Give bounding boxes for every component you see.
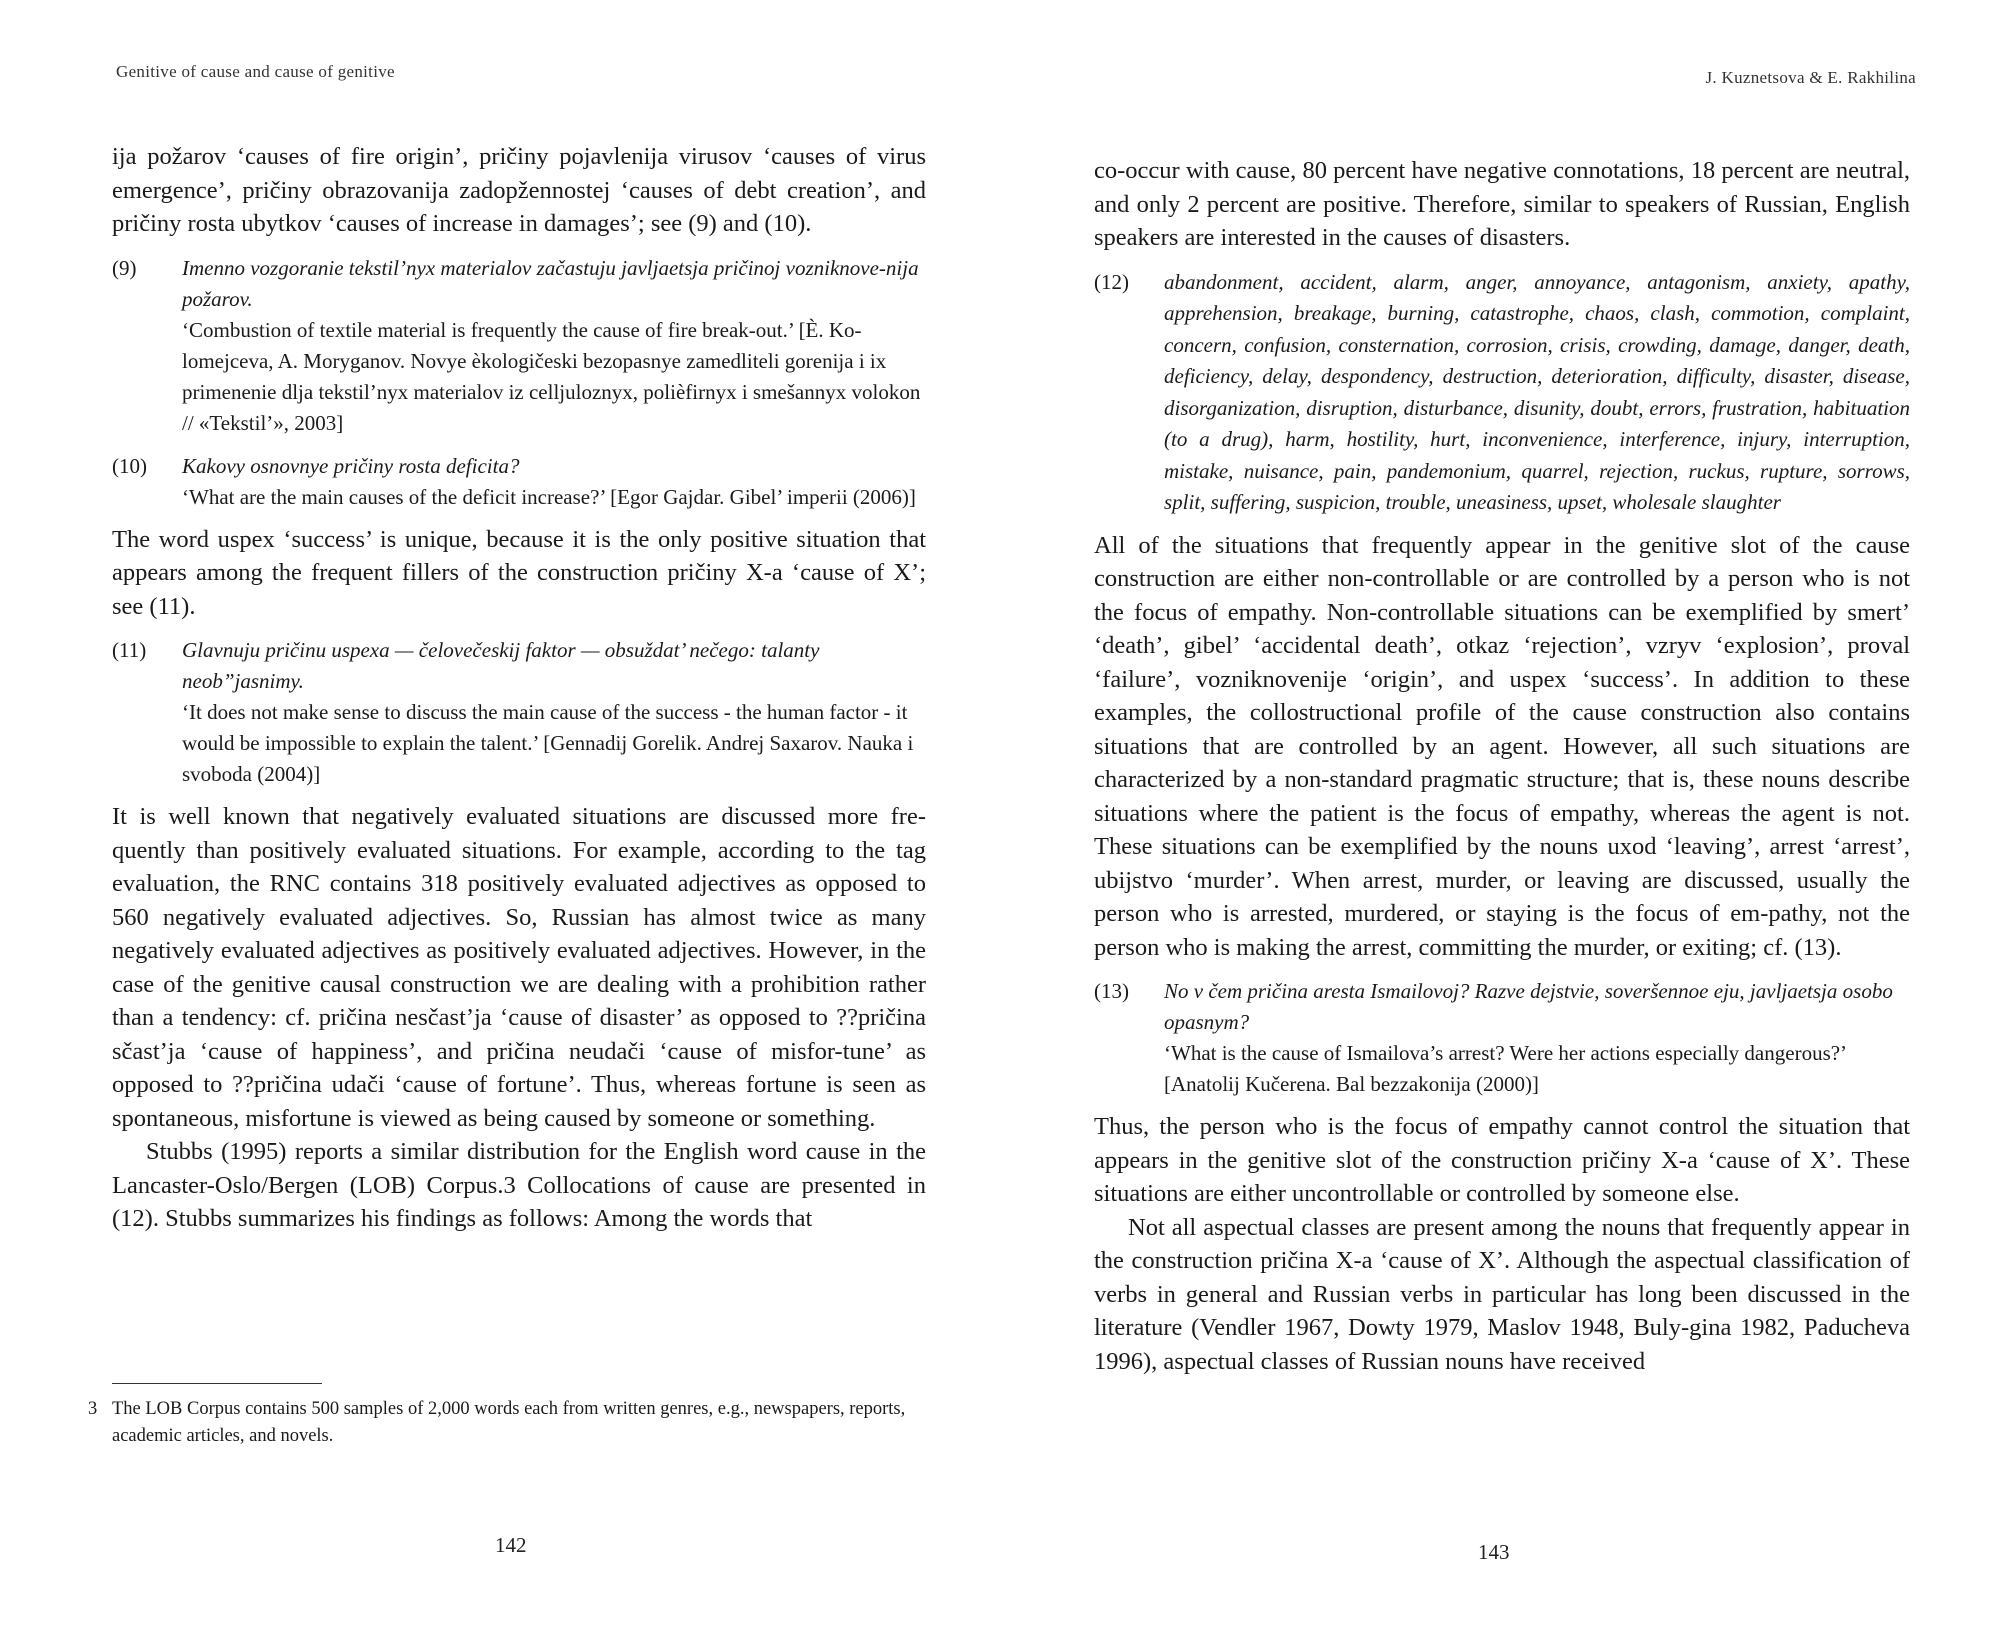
example-source: Imenno vozgoranie tekstil’nyx materialov začastuju javljaetsja pričinoj vozniknove-nija požarov. — [182, 255, 919, 311]
example-translation: ‘What is the cause of Ismailova’s arrest? Were her actions especially dangerous?’ [Anatolij Kučerena. Bal bezzakonija (2000)] — [1164, 1041, 1846, 1096]
paragraph: co-occur with cause, 80 percent have negative connotations, 18 percent are neutral, and only 2 percent are positive. Therefore, similar to speakers of Russian, English speakers are interested in the causes of disasters. — [1094, 157, 1910, 251]
example-number: (11) — [112, 638, 147, 662]
example-12 — [1094, 267, 1910, 519]
paragraph: Not all aspectual classes are present among the nouns that frequently appear in the construction pričina X-a ‘cause of X’. Although the aspectual classification of verbs in general and Russian verbs in particular has long been discussed in the literature (Vendler 1967, Dowty 1979, Maslov 1948, Buly-gina 1982, Paducheva 1996), aspectual classes of Russian nouns have received — [1094, 1213, 1910, 1375]
example-number: (13) — [1094, 979, 1129, 1003]
page-number-left: 142 — [495, 1533, 527, 1557]
collocation-list: abandonment, accident, alarm, anger, annoyance, antagonism, anxiety, apathy, apprehension, breakage, burning, catastrophe, chaos, clash, commotion, complaint, concern, confusion, consternation, corrosion, crisis, crowding, damage, danger, death, deficiency, delay, despondency, destruction, deterioration, difficulty, disaster, disease, disorganization, disruption, disturbance, disunity, doubt, errors, frustration, habituation (to a drug), harm, hostility, hurt, inconvenience, interference, injury, interruption, mistake, nuisance, pain, pandemonium, quarrel, rejection, ruckus, rupture, sorrows, split, suffering, suspicion, trouble, uneasiness, upset, wholesale slaughter — [1164, 269, 1910, 514]
running-head-right: J. Kuznetsova & E. Rakhilina — [1705, 68, 1916, 87]
paragraph: ija požarov ‘causes of fire origin’, pričiny pojavlenija virusov ‘causes of virus emergence’, pričiny obrazovanija zadopžennostej ‘causes of debt creation’, and pričiny rosta ubytkov ‘causes of increase in damages’; see (9) and (10). — [112, 143, 926, 237]
footnote-number: 3 — [88, 1399, 98, 1419]
example-number: (9) — [112, 255, 137, 280]
right-body — [1094, 154, 1910, 1378]
example-number: (10) — [112, 453, 147, 478]
example-source: No v čem pričina aresta Ismailovoj? Razve dejstvie, soveršennoe eju, javljaetsja osobo opasnym? — [1164, 979, 1893, 1034]
example-translation: ‘Combustion of textile material is frequently the cause of fire break-out.’ [È. Ko-lomejceva, A. Moryganov. Novye èkologičeski bezopasnye zamedliteli gorenija i ix primenenie dlja tekstil’nyx materialov iz celljuloznyx, polièfirnyx i smešannyx volokon // «Tekstil’», 2003] — [182, 317, 921, 435]
example-10 — [112, 451, 926, 513]
example-13 — [1094, 976, 1910, 1100]
example-source: Glavnuju pričinu uspexa — čelovečeskij faktor — obsuždat’ nečego: talanty neob”jasnimy. — [182, 638, 820, 693]
paragraph: Thus, the person who is the focus of empathy cannot control the situation that appears in the genitive slot of the construction pričiny X-a ‘cause of X’. These situations are either uncontrollable or controlled by someone else. — [1094, 1113, 1910, 1207]
example-number: (12) — [1094, 269, 1129, 294]
footnote — [88, 1396, 926, 1450]
paragraph: All of the situations that frequently appear in the genitive slot of the cause construction are either non-controllable or are controlled by a person who is not the focus of empathy. Non-controllable situations can be exemplified by smert’ ‘death’, gibel’ ‘accidental death’, otkaz ‘rejection’, vzryv ‘explosion’, proval ‘failure’, vozniknovenije ‘origin’, and uspex ‘success’. In addition to these examples, the collostructional profile of the cause construction also contains situations that are controlled by an agent. However, all such situations are characterized by a non-standard pragmatic structure; that is, these nouns describe situations where the patient is the focus of empathy, whereas the agent is not. These situations can be exemplified by the nouns uxod ‘leaving’, arrest ‘arrest’, ubijstvo ‘murder’. When arrest, murder, or leaving are discussed, usually the person who is arrested, murdered, or staying is the focus of em-pathy, not the person who is making the arrest, committing the murder, or exiting; cf. (13). — [1094, 531, 1910, 961]
example-11 — [112, 635, 926, 790]
example-translation: ‘It does not make sense to discuss the main cause of the success - the human factor - it would be impossible to explain the talent.’ [Gennadij Gorelik. Andrej Saxarov. Nauka i svoboda (2004)] — [182, 700, 914, 786]
example-9 — [112, 253, 926, 439]
footnote-text: The LOB Corpus contains 500 samples of 2,000 words each from written genres, e.g., newspapers, reports, academic articles, and novels. — [112, 1399, 906, 1446]
paragraph: Stubbs (1995) reports a similar distribution for the English word cause in the Lancaster-Oslo/Bergen (LOB) Corpus.3 Collocations of cause are presented in (12). Stubbs summarizes his findings as follows: Among the words that — [112, 1138, 926, 1232]
example-source: Kakovy osnovnye pričiny rosta deficita? — [182, 453, 520, 478]
right-page — [1000, 0, 2000, 1632]
paragraph: It is well known that negatively evaluated situations are discussed more fre-quently than positively evaluated situations. For example, according to the tag evaluation, the RNC contains 318 positively evaluated adjectives as opposed to 560 negatively evaluated adjectives. So, Russian has almost twice as many negatively evaluated adjectives as positively evaluated adjectives. However, in the case of the genitive causal construction we are dealing with a prohibition rather than a tendency: cf. pričina nesčast’ja ‘cause of disaster’ as opposed to ??pričina sčast’ja ‘cause of happiness’, and pričina neudači ‘cause of misfor-tune’ as opposed to ??pričina udači ‘cause of fortune’. Thus, whereas fortune is seen as spontaneous, misfortune is viewed as being caused by someone or something. — [112, 803, 926, 1132]
page-number-right: 143 — [1478, 1540, 1510, 1564]
running-head-left: Genitive of cause and cause of genitive — [116, 62, 395, 81]
left-body — [112, 140, 926, 1236]
example-translation: ‘What are the main causes of the deficit increase?’ [Egor Gajdar. Gibel’ imperii (2006)] — [182, 484, 916, 509]
paragraph: The word uspex ‘success’ is unique, because it is the only positive situation that appears among the frequent fillers of the construction pričiny X-a ‘cause of X’; see (11). — [112, 525, 926, 620]
footnote-rule — [112, 1383, 322, 1384]
